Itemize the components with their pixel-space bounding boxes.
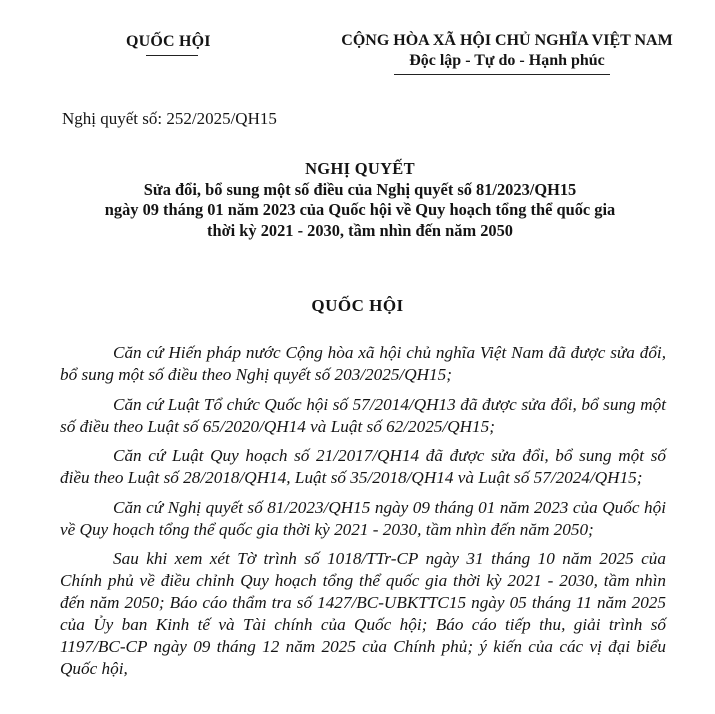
title-main: NGHỊ QUYẾT: [305, 159, 415, 178]
preamble-paragraph-1: Căn cứ Hiến pháp nước Cộng hòa xã hội chủ nghĩa Việt Nam đã được sửa đổi, bổ sung một số điều theo Nghị quyết số 203/2025/QH15;: [60, 343, 666, 384]
motto-underline: [394, 74, 610, 75]
issuing-body-underline: [146, 55, 198, 56]
preamble-paragraph-5: Sau khi xem xét Tờ trình số 1018/TTr-CP ngày 31 tháng 10 năm 2025 của Chính phủ về điều chỉnh Quy hoạch tổng thể quốc gia thời kỳ 2021 - 2030, tầm nhìn đến năm 2050; Báo cáo thẩm tra số 1427/BC-UBKTTC15 ngày 05 tháng 11 năm 2025 của Ủy ban Kinh tế và Tài chính của Quốc hội; Báo cáo tiếp thu, giải trình số 1197/BC-CP ngày 09 tháng 12 năm 2025 của Chính phủ; ý kiến của các vị đại biểu Quốc hội,: [60, 549, 666, 678]
preamble-paragraph-4: Căn cứ Nghị quyết số 81/2023/QH15 ngày 09 tháng 01 năm 2023 của Quốc hội về Quy hoạch tổng thể quốc gia thời kỳ 2021 - 2030, tầm nhìn đến năm 2050;: [60, 497, 666, 539]
motto: Độc lập - Tự do - Hạnh phúc: [409, 52, 605, 69]
title-line-1: Sửa đổi, bổ sung một số điều của Nghị quyết số 81/2023/QH15: [143, 179, 577, 199]
preamble-paragraph-2: Căn cứ Luật Tổ chức Quốc hội số 57/2014/QH13 đã được sửa đổi, bổ sung một số điều theo Luật số 65/2020/QH14 và Luật số 62/2025/QH15;: [60, 394, 666, 436]
title-line-2: ngày 09 tháng 01 năm 2023 của Quốc hội về Quy hoạch tổng thể quốc gia: [104, 200, 616, 219]
decree-number: Nghị quyết số: 252/2025/QH15: [62, 109, 277, 128]
document-title: [60, 159, 660, 241]
issuing-body: QUỐC HỘI: [126, 33, 211, 50]
title-line-3: thời kỳ 2021 - 2030, tầm nhìn đến năm 2050: [207, 220, 513, 240]
national-motto: [332, 31, 682, 71]
country-name: CỘNG HÒA XÃ HỘI CHỦ NGHĨA VIỆT NAM: [341, 32, 673, 49]
preamble-paragraph-3: Căn cứ Luật Quy hoạch số 21/2017/QH14 đã được sửa đổi, bổ sung một số điều theo Luật số 28/2018/QH14, Luật số 35/2018/QH14 và Luật số 57/2024/QH15;: [60, 446, 666, 487]
body-title: QUỐC HỘI: [311, 296, 404, 315]
preamble: [60, 342, 666, 688]
